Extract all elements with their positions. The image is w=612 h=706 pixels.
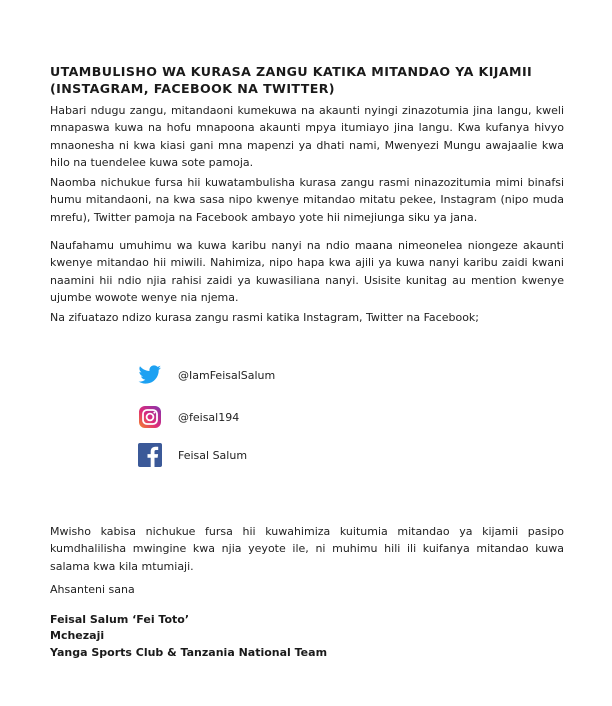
facebook-name: Feisal Salum bbox=[178, 448, 248, 462]
title-line-1: UTAMBULISHO WA KURASA ZANGU KATIKA MITANDAO YA KIJAMII bbox=[50, 64, 533, 79]
twitter-handle: @IamFeisalSalum bbox=[178, 368, 276, 382]
twitter-icon bbox=[138, 363, 162, 387]
paragraph-importance: Naufahamu umuhimu wa kuwa karibu nanyi na ndio maana nimeonelea niongeze akaunti kwenye mitandao hii miwili. Nahimiza, nipo hapa kwa ajili ya kuwa nanyi karibu zaidi kwani naamini hii ndio njia rahisi zaidi ya kuwasiliana nanyi. Usisite kunitag au mention kwenye ujumbe wowote wenye nia njema. bbox=[50, 239, 564, 304]
instagram-icon bbox=[138, 405, 162, 429]
document-title bbox=[50, 63, 570, 97]
social-row-facebook[interactable] bbox=[138, 443, 247, 467]
paragraph-list-intro: Na zifuatazo ndizo kurasa zangu rasmi katika Instagram, Twitter na Facebook; bbox=[50, 311, 479, 324]
signature-name: Feisal Salum ‘Fei Toto’ bbox=[50, 613, 190, 626]
facebook-icon bbox=[138, 443, 162, 467]
paragraph-closing: Mwisho kabisa nichukue fursa hii kuwahimiza kuitumia mitandao ya kijamii pasipo kumdhalilisha mwingine kwa njia yeyote ile, ni muhimu hili ili kuifanya mitandao kuwa salama kwa kila mtumiaji. bbox=[50, 525, 564, 573]
instagram-handle: @feisal194 bbox=[178, 410, 240, 424]
signature-role: Mchezaji bbox=[50, 629, 105, 642]
paragraph-thanks: Ahsanteni sana bbox=[50, 583, 135, 596]
signature-club: Yanga Sports Club & Tanzania National Team bbox=[50, 646, 328, 659]
paragraph-intro: Habari ndugu zangu, mitandaoni kumekuwa na akaunti nyingi zinazotumia jina langu, kweli mnapaswa kuwa na hofu mnapoona akaunti mpya itumiayo jina langu. Kwa kufanya hivyo mnaonesha ni kwa kiasi gani mna mapenzi ya dhati nami, Mwenyezi Mungu awajaalie kwa hilo na tuendelee kuwa sote pamoja. bbox=[50, 104, 564, 169]
paragraph-introduce-pages: Naomba nichukue fursa hii kuwatambulisha kurasa zangu rasmi ninazozitumia mimi binafsi humu mitandaoni, na kwa sasa nipo kwenye mitandao mitatu pekee, Instagram (nipo muda mrefu), Twitter pamoja na Facebook ambayo yote hii nimejiunga siku ya jana. bbox=[50, 176, 564, 224]
social-row-twitter[interactable] bbox=[138, 363, 275, 387]
title-line-2: (INSTAGRAM, FACEBOOK NA TWITTER) bbox=[50, 81, 335, 96]
social-row-instagram[interactable] bbox=[138, 405, 239, 429]
